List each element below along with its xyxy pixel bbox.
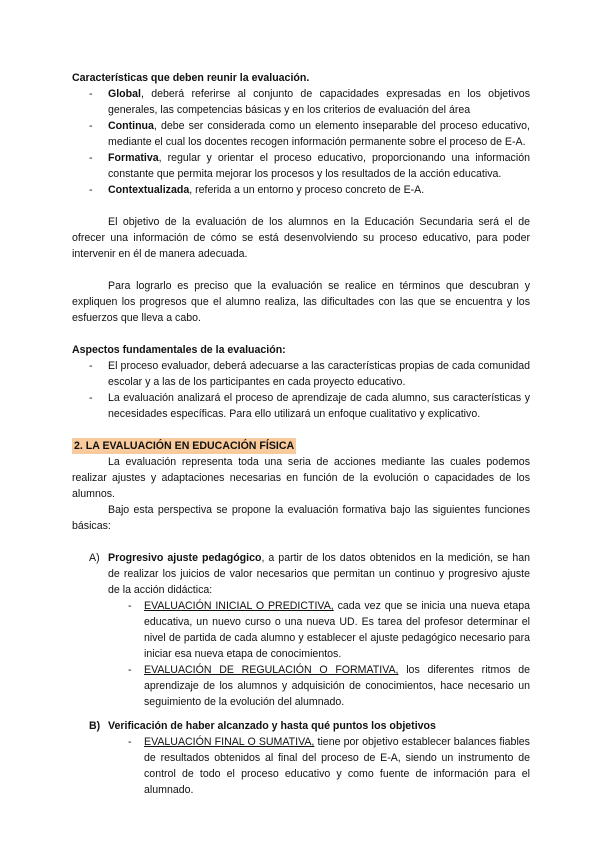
sub-item-text: los diferentes ritmos de aprendizaje de los alumnos y adquisición de conocimientos, hace necesario un seguimiento de la evolución del alumnado. xyxy=(144,664,530,708)
list-item xyxy=(72,182,530,198)
sub-list-item xyxy=(108,734,530,798)
list-item-term: Global xyxy=(108,88,141,100)
sub-item-text: tiene por objetivo establecer balances fiables de resultados obtenidos al final del proceso de E-A, siendo un instrumento de control de todo el proceso educativo y como fuente de información para el alumnado. xyxy=(144,736,530,796)
paragraph-perspectiva: Bajo esta perspectiva se propone la evaluación formativa bajo las siguientes funciones básicas: xyxy=(72,504,530,532)
list-item-term: Contextualizada xyxy=(108,184,190,196)
item-b xyxy=(72,718,530,798)
item-a-text: , a partir de los datos obtenidos en la medición, se han de realizar los juicios de valor necesarios que permitan un continuo y progresivo ajuste de la acción didáctica: xyxy=(108,552,530,596)
item-a-sublist xyxy=(108,598,530,710)
sub-item-label: EVALUACIÓN FINAL O SUMATIVA, xyxy=(144,736,315,748)
paragraph-objetivo: El objetivo de la evaluación de los alumnos en la Educación Secundaria será el de ofrecer una información de cómo se está desenvolviendo su proceso educativo, para poder intervenir en él de manera adecuada. xyxy=(72,216,530,260)
item-letter: B) xyxy=(89,720,101,732)
list-item: - El proceso evaluador, deberá adecuarse a las características propias de cada comunidad escolar y a las de los participantes en cada proyecto educativo. xyxy=(72,358,530,390)
list-item-text: , deberá referirse al conjunto de capacidades expresadas en los objetivos generales, las competencias básicas y en los criterios de evaluación del área xyxy=(108,88,530,116)
aspectos-list xyxy=(72,358,530,422)
caracteristicas-list xyxy=(72,86,530,198)
list-item-text: , debe ser considerada como un elemento inseparable del proceso educativo, mediante el cual los docentes recogen información permanente sobre el proceso de E-A. xyxy=(108,120,530,148)
section-title-evaluacion-ef: 2. LA EVALUACIÓN EN EDUCACIÓN FÍSICA xyxy=(74,440,295,452)
list-item-text: , referida a un entorno y proceso concreto de E-A. xyxy=(189,184,425,196)
paragraph-representa: La evaluación representa toda una seria de acciones mediante las cuales podemos realizar ajustes y adaptaciones necesarias en función de la evolución o capacidades de los alumnos. xyxy=(72,456,530,500)
list-item-term: Formativa xyxy=(108,152,159,164)
sub-list-item xyxy=(108,662,530,710)
list-item-text: , regular y orientar el proceso educativo, proporcionando una información constante que permita mejorar los procesos y los resultados de la acción educativa. xyxy=(108,152,530,180)
list-item xyxy=(72,150,530,182)
item-letter: A) xyxy=(89,552,100,564)
sub-list-item xyxy=(108,598,530,662)
section-heading-caracteristicas: Características que deben reunir la evaluación. xyxy=(72,72,310,84)
document-body xyxy=(72,70,530,798)
item-a-term: Progresivo ajuste pedagógico xyxy=(108,552,262,564)
item-b-sublist xyxy=(108,734,530,798)
sub-item-label: EVALUACIÓN INICIAL O PREDICTIVA, xyxy=(144,600,334,612)
section-heading-aspectos: Aspectos fundamentales de la evaluación: xyxy=(72,344,286,356)
sub-item-label: EVALUACIÓN DE REGULACIÓN O FORMATIVA, xyxy=(144,664,399,676)
item-b-term: Verificación de haber alcanzado y hasta qué puntos los objetivos xyxy=(108,720,436,732)
sub-item-text: cada vez que se inicia una nueva etapa educativa, un nuevo curso o una nueva UD. Es tarea del profesor determinar el nivel de partida de cada alumno y establecer el ajuste pedagógico necesario para iniciar esa nueva etapa de conocimientos. xyxy=(144,600,531,660)
paragraph-lograrlo: Para lograrlo es preciso que la evaluación se realice en términos que descubran y expliquen los progresos que el alumno realiza, las dificultades con las que se encuentra y los esfuerzos que lleva a cabo. xyxy=(72,280,530,324)
item-a xyxy=(72,550,530,710)
list-item: - La evaluación analizará el proceso de aprendizaje de cada alumno, sus características y necesidades específicas. Para ello utilizará un enfoque cualitativo y explicativo. xyxy=(72,390,530,422)
list-item xyxy=(72,86,530,118)
list-item-term: Continua xyxy=(108,120,154,132)
list-item xyxy=(72,118,530,150)
